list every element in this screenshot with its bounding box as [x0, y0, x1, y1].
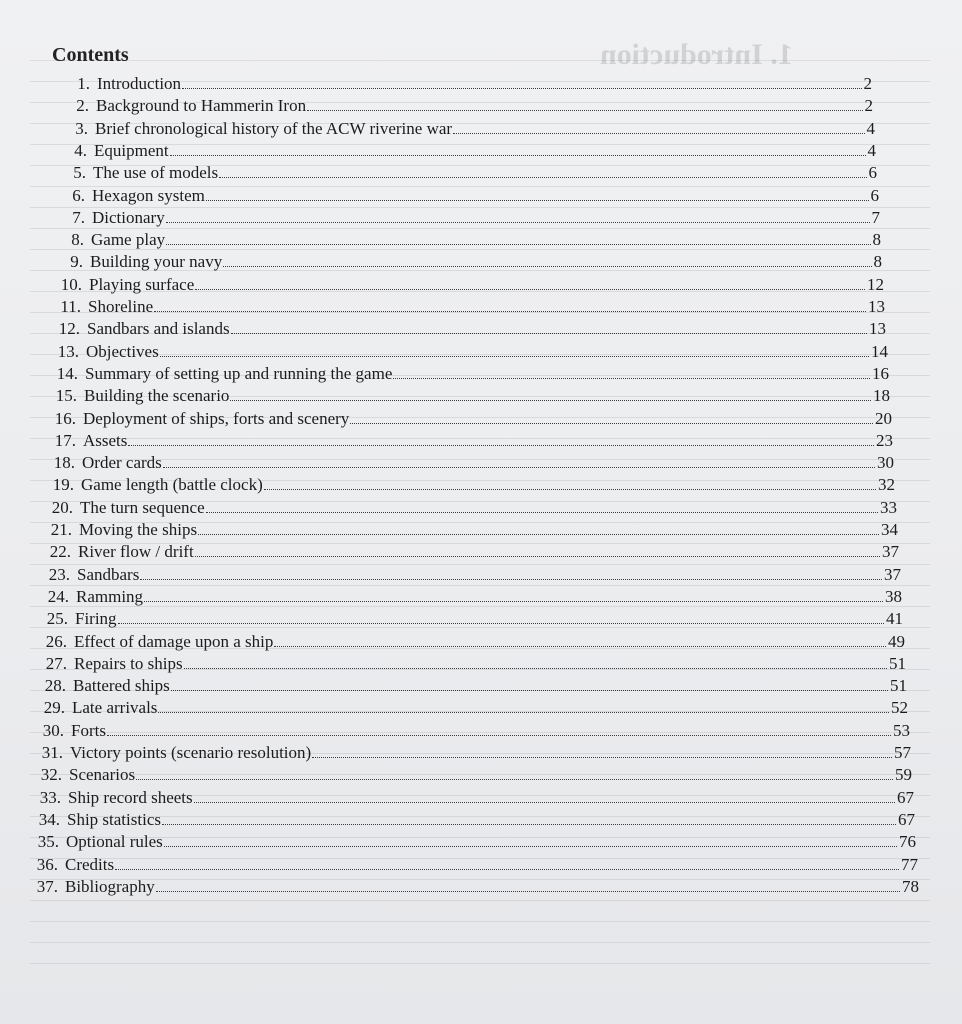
toc-entry-number: 3. — [75, 118, 88, 138]
toc-entry-page: 13 — [868, 297, 885, 316]
toc-entry[interactable] — [43, 654, 906, 674]
toc-entry-page: 4 — [866, 118, 875, 138]
toc-entry[interactable] — [57, 297, 885, 317]
toc-leader-dots — [195, 542, 880, 557]
toc-entry-title: Dictionary — [92, 207, 165, 227]
bleed-line — [30, 228, 930, 229]
toc-leader-dots — [154, 297, 866, 312]
toc-entry-number: 22. — [49, 542, 71, 562]
toc-entry-title: Game play — [91, 230, 166, 250]
toc-entry[interactable] — [40, 721, 910, 741]
toc-entry-title: Introduction — [97, 74, 182, 93]
toc-leader-dots — [231, 319, 867, 334]
toc-entry-page: 4 — [867, 140, 876, 160]
toc-entry-page: 37 — [882, 542, 899, 562]
toc-entry-number: 32. — [40, 765, 62, 785]
toc-entry-title: Deployment of ships, forts and scenery — [83, 408, 350, 428]
toc-entry[interactable] — [34, 855, 918, 875]
bleed-line — [30, 963, 930, 964]
toc-leader-dots — [160, 342, 869, 357]
toc-leader-dots — [164, 832, 897, 847]
toc-entry-number: 20. — [51, 497, 73, 517]
toc-entry[interactable] — [65, 96, 873, 116]
toc-entry-title: Sandbars — [77, 564, 140, 584]
toc-entry-title: Credits — [65, 854, 115, 874]
toc-entry-title: Building your navy — [90, 252, 223, 272]
toc-leader-dots — [219, 163, 866, 178]
toc-leader-dots — [128, 431, 874, 446]
toc-entry-page: 49 — [888, 631, 905, 651]
toc-entry[interactable] — [35, 832, 916, 852]
toc-entry-number: 36. — [36, 854, 58, 874]
toc-entry[interactable] — [59, 252, 882, 272]
toc-entry[interactable] — [49, 498, 897, 518]
toc-entry[interactable] — [42, 676, 907, 696]
toc-entry-title: Objectives — [86, 341, 159, 361]
toc-entry-page: 2 — [864, 96, 873, 116]
toc-leader-dots — [274, 632, 886, 647]
toc-leader-dots — [206, 186, 869, 201]
toc-entry[interactable] — [60, 230, 881, 250]
toc-entry-number: 33. — [39, 787, 61, 807]
toc-entry[interactable] — [53, 386, 890, 406]
toc-entry-title: Background to Hammerin Iron — [96, 96, 307, 116]
toc-entry-title: Victory points (scenario resolution) — [70, 743, 312, 762]
toc-entry-number: 5. — [73, 163, 86, 183]
toc-leader-dots — [195, 275, 865, 290]
toc-leader-dots — [140, 565, 882, 580]
toc-entry-page: 23 — [876, 430, 893, 450]
toc-entry-page: 52 — [891, 698, 908, 718]
toc-entry-page: 37 — [884, 564, 901, 584]
toc-entry-number: 6. — [72, 185, 85, 205]
toc-leader-dots — [223, 252, 871, 267]
toc-entry-number: 28. — [44, 676, 66, 696]
toc-entry-page: 51 — [890, 676, 907, 696]
toc-entry-number: 16. — [54, 408, 76, 428]
toc-entry-title: Hexagon system — [92, 185, 205, 205]
toc-leader-dots — [182, 74, 861, 89]
toc-entry-title: Ramming — [76, 586, 144, 606]
toc-entry-number: 19. — [52, 475, 74, 495]
toc-entry-title: Optional rules — [66, 832, 163, 852]
toc-entry-page: 13 — [869, 319, 886, 339]
toc-leader-dots — [144, 587, 883, 602]
toc-entry-number: 7. — [72, 207, 85, 227]
toc-entry[interactable] — [52, 409, 892, 429]
bleed-line — [30, 900, 930, 901]
toc-entry-number: 10. — [60, 274, 82, 294]
toc-entry-number: 31. — [41, 743, 63, 762]
toc-entry-title: Forts — [71, 720, 106, 740]
toc-entry[interactable] — [54, 364, 889, 384]
toc-entry[interactable] — [51, 453, 894, 473]
toc-entry-number: 9. — [70, 252, 83, 272]
toc-entry-page: 76 — [899, 832, 916, 852]
toc-entry-number: 2. — [76, 96, 89, 116]
toc-entry[interactable] — [66, 74, 872, 94]
toc-entry-number: 25. — [46, 609, 68, 629]
toc-entry-title: Assets — [83, 430, 128, 450]
toc-entry[interactable] — [50, 475, 895, 495]
toc-leader-dots — [194, 788, 895, 803]
toc-entry-title: Game length (battle clock) — [81, 475, 263, 495]
toc-entry[interactable] — [63, 141, 876, 161]
toc-leader-dots — [107, 721, 891, 736]
toc-entry-number: 35. — [37, 832, 59, 852]
toc-leader-dots — [350, 409, 873, 424]
toc-entry-number: 15. — [55, 386, 77, 406]
toc-leader-dots — [206, 498, 878, 513]
toc-entry-number: 29. — [43, 698, 65, 718]
toc-leader-dots — [230, 386, 871, 401]
toc-entry-page: 30 — [877, 453, 894, 473]
toc-entry-title: Bibliography — [65, 876, 155, 896]
toc-entry-page: 67 — [898, 809, 915, 829]
toc-entry-number: 4. — [74, 140, 87, 160]
toc-entry-page: 34 — [881, 520, 898, 539]
toc-entry-number: 17. — [54, 430, 76, 450]
toc-leader-dots — [166, 230, 870, 245]
toc-leader-dots — [156, 877, 900, 892]
toc-entry-number: 8. — [71, 230, 84, 250]
toc-entry-title: The turn sequence — [80, 497, 205, 517]
toc-entry[interactable] — [36, 810, 915, 830]
toc-entry-number: 11. — [60, 297, 81, 316]
toc-leader-dots — [118, 609, 884, 624]
toc-leader-dots — [307, 96, 862, 111]
toc-entry-page: 53 — [893, 720, 910, 740]
toc-entry-title: Firing — [75, 609, 117, 629]
toc-leader-dots — [158, 698, 889, 713]
toc-entry-page: 8 — [873, 252, 882, 272]
toc-entry[interactable] — [52, 431, 893, 451]
toc-entry-title: Late arrivals — [72, 698, 158, 718]
toc-entry-page: 57 — [894, 743, 911, 762]
toc-entry-page: 6 — [870, 185, 879, 205]
toc-entry-number: 27. — [45, 653, 67, 673]
toc-entry-page: 6 — [868, 163, 877, 183]
toc-title: Contents — [52, 44, 129, 66]
toc-entry-number: 1. — [77, 74, 90, 93]
toc-entry-page: 16 — [872, 363, 889, 383]
bleed-line — [30, 60, 930, 61]
toc-entry[interactable] — [56, 319, 886, 339]
toc-entry[interactable] — [46, 565, 901, 585]
toc-entry-number: 14. — [56, 363, 78, 383]
toc-entry[interactable] — [47, 542, 899, 562]
toc-entry-number: 26. — [45, 631, 67, 651]
toc-leader-dots — [170, 141, 866, 156]
toc-leader-dots — [163, 453, 875, 468]
toc-entry[interactable] — [61, 186, 879, 206]
toc-entry-number: 37. — [36, 876, 58, 896]
toc-entry-title: Playing surface — [89, 274, 195, 294]
toc-entry[interactable] — [62, 163, 877, 183]
toc-entry-page: 2 — [863, 74, 872, 93]
toc-entry[interactable] — [64, 119, 875, 139]
toc-entry-page: 20 — [875, 408, 892, 428]
toc-entry-title: Ship record sheets — [68, 787, 193, 807]
toc-entry-title: Ship statistics — [67, 809, 161, 829]
toc-leader-dots — [198, 520, 879, 535]
toc-leader-dots — [393, 364, 870, 379]
toc-entry-page: 67 — [897, 787, 914, 807]
toc-leader-dots — [184, 654, 887, 669]
toc-entry-title: Order cards — [82, 453, 162, 473]
toc-entry-title: Repairs to ships — [74, 653, 183, 673]
toc-entry-number: 24. — [47, 586, 69, 606]
toc-entry[interactable] — [58, 275, 884, 295]
toc-entry-title: Scenarios — [69, 765, 136, 785]
toc-entry-title: Equipment — [94, 140, 169, 160]
toc-entry-page: 12 — [867, 274, 884, 294]
toc-entry-number: 13. — [57, 341, 79, 361]
toc-entry-number: 21. — [50, 520, 72, 539]
toc-entry[interactable] — [37, 788, 914, 808]
toc-entry[interactable] — [41, 698, 908, 718]
toc-entry-title: River flow / drift — [78, 542, 194, 562]
toc-entry[interactable] — [39, 743, 911, 763]
bleed-line — [30, 921, 930, 922]
toc-entry[interactable] — [34, 877, 919, 897]
toc-leader-dots — [453, 119, 864, 134]
toc-entry-title: Effect of damage upon a ship — [74, 631, 274, 651]
bleed-line — [30, 942, 930, 943]
toc-entry-page: 14 — [871, 341, 888, 361]
toc-entry-page: 77 — [901, 854, 918, 874]
bleed-line — [30, 585, 930, 586]
toc-entry-title: Summary of setting up and running the game — [85, 363, 393, 383]
toc-entry-page: 51 — [889, 653, 906, 673]
toc-leader-dots — [115, 855, 899, 870]
toc-leader-dots — [312, 743, 892, 758]
toc-entry-title: Battered ships — [73, 676, 170, 696]
toc-entry[interactable] — [38, 765, 912, 785]
toc-entry-page: 18 — [873, 386, 890, 406]
toc-entry[interactable] — [43, 632, 905, 652]
toc-entry-title: Moving the ships — [79, 520, 198, 539]
toc-entry-title: The use of models — [93, 163, 219, 183]
toc-entry[interactable] — [48, 520, 898, 540]
toc-entry[interactable] — [61, 208, 880, 228]
toc-entry-number: 30. — [42, 720, 64, 740]
toc-entry-title: Sandbars and islands — [87, 319, 230, 339]
toc-entry-page: 7 — [871, 207, 880, 227]
toc-entry[interactable] — [45, 587, 902, 607]
toc-entry[interactable] — [44, 609, 903, 629]
toc-entry[interactable] — [55, 342, 888, 362]
toc-entry-page: 33 — [880, 497, 897, 517]
toc-entry-page: 78 — [902, 876, 919, 896]
toc-entry-number: 23. — [48, 564, 70, 584]
toc-entry-title: Brief chronological history of the ACW riverine war — [95, 118, 453, 138]
toc-entry-page: 8 — [872, 230, 881, 250]
bleed-through-heading: 1. Introduction — [600, 38, 793, 71]
toc-entry-number: 34. — [38, 809, 60, 829]
toc-leader-dots — [166, 208, 870, 223]
toc-entry-page: 32 — [878, 475, 895, 495]
toc-entry-page: 59 — [895, 765, 912, 785]
toc-entry-page: 41 — [886, 609, 903, 629]
toc-leader-dots — [264, 475, 876, 490]
toc-leader-dots — [162, 810, 896, 825]
toc-entry-title: Building the scenario — [84, 386, 230, 406]
toc-entry-title: Shoreline — [88, 297, 154, 316]
toc-entry-number: 18. — [53, 453, 75, 473]
toc-leader-dots — [171, 676, 888, 691]
toc-leader-dots — [136, 765, 893, 780]
toc-entry-page: 38 — [885, 586, 902, 606]
toc-entry-number: 12. — [58, 319, 80, 339]
